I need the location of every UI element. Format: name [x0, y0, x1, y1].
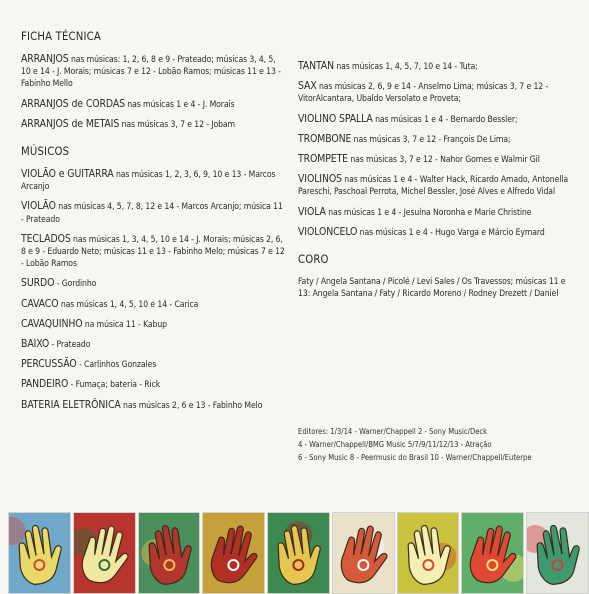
ficha-tecnica-heading: FICHA TÉCNICA: [21, 30, 101, 43]
hand-painting-tile: [267, 512, 330, 594]
credit-cavaco: [21, 298, 287, 311]
credit-arranjos: [21, 53, 287, 91]
left-column: [21, 30, 287, 412]
musicos-heading: MÚSICOS: [21, 145, 70, 159]
credit-role: TROMPETE: [298, 153, 348, 166]
credit-role: VIOLINOS: [298, 173, 342, 186]
hand-painting-tile: [461, 512, 524, 594]
credit-role: VIOLÃO e GUITARRA: [21, 168, 114, 181]
credit-text: - Gordinho: [54, 279, 97, 290]
painted-hand-icon: [139, 513, 200, 593]
credit-violinos: [298, 173, 573, 198]
painted-hand-icon: [333, 513, 394, 593]
credit-text: nas músicas 1, 3, 4, 5, 10 e 14 - J. Morais; músicas 2, 6, 8 e 9 - Eduardo Neto; músicas 11 e 13 - Fabinho Melo; músicas 7 e 12 - Lobão Ramos: [21, 234, 285, 270]
painted-hand-icon: [462, 513, 523, 593]
credit-role: ARRANJOS de CORDAS: [21, 97, 125, 110]
credit-text: nas músicas 1, 4, 5, 10 e 14 - Carica: [58, 299, 199, 310]
credit-text: - Prateado: [49, 340, 91, 351]
credit-text: nas músicas 2, 6, 9 e 14 - Anselmo Lima; músicas 3, 7 e 12 - VitorAlcantara, Ubaldo Versolato e Proveta;: [298, 82, 549, 105]
credit-text: nas músicas 1 e 4 - Hugo Varga e Márcio Eymard: [357, 227, 545, 238]
credit-text: nas músicas 1 e 4 - Walter Hack, Ricardo Amado, Antonella Pareschi, Paschoal Perrota, Michel Bessler, José Alves e Alfredo Vidal: [298, 175, 568, 198]
credit-role: TECLADOS: [21, 232, 71, 245]
credit-role: ARRANJOS de METAIS: [21, 117, 120, 130]
credit-text: nas músicas 3, 7 e 12 - Nahor Gomes e Walmir Gil: [347, 155, 540, 166]
credit-role: BAIXO: [21, 338, 50, 351]
credit-violino-spalla: [298, 113, 573, 126]
credit-bateria-eletronica: [21, 399, 287, 412]
credit-viola: [298, 206, 573, 219]
credit-tantan: [298, 60, 573, 73]
credit-text: nas músicas 3, 7 e 12 - Jobam: [119, 119, 235, 130]
hand-painting-tile: [138, 512, 201, 594]
credit-teclados: [21, 233, 287, 271]
right-column: [298, 60, 573, 300]
credit-text: nas músicas 1 e 4 - Jesuína Noronha e Marie Christine: [325, 207, 532, 218]
credit-text: nas músicas 3, 7 e 12 - François De Lima;: [351, 134, 511, 145]
credit-trombone: [298, 133, 573, 146]
credit-violoncelo: [298, 226, 573, 239]
credit-percussao: [21, 358, 287, 371]
credit-text: na música 11 - Kabup: [82, 319, 167, 330]
credit-role: PERCUSSÃO: [21, 358, 77, 371]
credit-role: SURDO: [21, 277, 55, 290]
painted-hand-icon: [74, 513, 135, 593]
credit-arranjos-cordas: [21, 98, 287, 111]
coro-credits: Faty / Angela Santana / Picolé / Levi Sales / Os Travessos; músicas 11 e 13: Angela Santana / Faty / Ricardo Moreno / Rodney Drezett / Daniel: [298, 277, 566, 300]
credit-role: VIOLA: [298, 205, 326, 218]
publishers-line: 6 - Sony Music 8 - Peermusic do Brasil 10 - Warner/Chappell/Euterpe: [298, 453, 532, 462]
credit-sax: [298, 80, 573, 105]
credit-baixo: [21, 338, 287, 351]
credit-violao: [21, 200, 287, 225]
credit-role: VIOLONCELO: [298, 225, 358, 238]
hand-painting-tile: [202, 512, 265, 594]
publishers-line: 4 - Warner/Chappell/BMG Music 5/7/9/11/12/13 - Atração: [298, 440, 492, 449]
credit-role: PANDEIRO: [21, 378, 69, 391]
credit-role: SAX: [298, 80, 317, 93]
coro-heading: CORO: [298, 253, 329, 267]
credit-role: CAVAQUINHO: [21, 317, 83, 330]
credit-trompete: [298, 153, 573, 166]
painted-hand-icon: [527, 513, 588, 593]
publishers-block: [298, 425, 573, 464]
hand-painting-tile: [332, 512, 395, 594]
painted-hand-icon: [9, 513, 70, 593]
credit-role: VIOLÃO: [21, 200, 56, 213]
hand-painting-tile: [526, 512, 589, 594]
credit-text: nas músicas 1 e 4 - J. Morais: [124, 99, 235, 110]
credit-cavaquinho: [21, 318, 287, 331]
credit-text: nas músicas 1, 4, 5, 7, 10 e 14 - Tuta;: [333, 62, 478, 72]
credit-role: VIOLINO SPALLA: [298, 112, 373, 125]
credit-text: - Fumaça; bateria - Rick: [68, 380, 161, 391]
credit-text: - Carlinhos Gonzales: [76, 360, 157, 371]
credit-text: nas músicas 4, 5, 7, 8, 12 e 14 - Marcos Arcanjo; música 11 - Prateado: [21, 202, 283, 225]
credit-arranjos-metais: [21, 118, 287, 131]
painted-hand-icon: [203, 513, 264, 593]
credit-text: nas músicas 2, 6 e 13 - Fabinho Melo: [120, 400, 263, 411]
painted-hand-icon: [268, 513, 329, 593]
hand-painting-tile: [397, 512, 460, 594]
credit-text: nas músicas 1 e 4 - Bernardo Bessler;: [372, 114, 518, 125]
credit-surdo: [21, 277, 287, 290]
credit-role: TROMBONE: [298, 132, 352, 145]
publishers-line: Editores: 1/3/14 - Warner/Chappell 2 - Sony Music/Deck: [298, 427, 488, 436]
painted-hand-icon: [398, 513, 459, 593]
credit-role: TANTAN: [298, 60, 334, 72]
credit-text: nas músicas 1, 2, 3, 6, 9, 10 e 13 - Marcos Arcanjo: [21, 170, 276, 193]
hand-painting-tile: [73, 512, 136, 594]
credit-violao-guitarra: [21, 168, 287, 193]
credit-text: nas músicas: 1, 2, 6, 8 e 9 - Prateado; músicas 3, 4, 5, 10 e 14 - J. Morais; músicas 7 e 12 - Lobão Ramos; músicas 11 e 13 - Fabinho Mello: [21, 55, 281, 90]
credit-role: BATERIA ELETRÔNICA: [21, 398, 121, 411]
credit-role: CAVACO: [21, 297, 59, 310]
hand-painting-tile: [8, 512, 71, 594]
painted-hands-strip: [8, 512, 589, 594]
credit-role: ARRANJOS: [21, 53, 69, 65]
credit-pandeiro: [21, 378, 287, 391]
